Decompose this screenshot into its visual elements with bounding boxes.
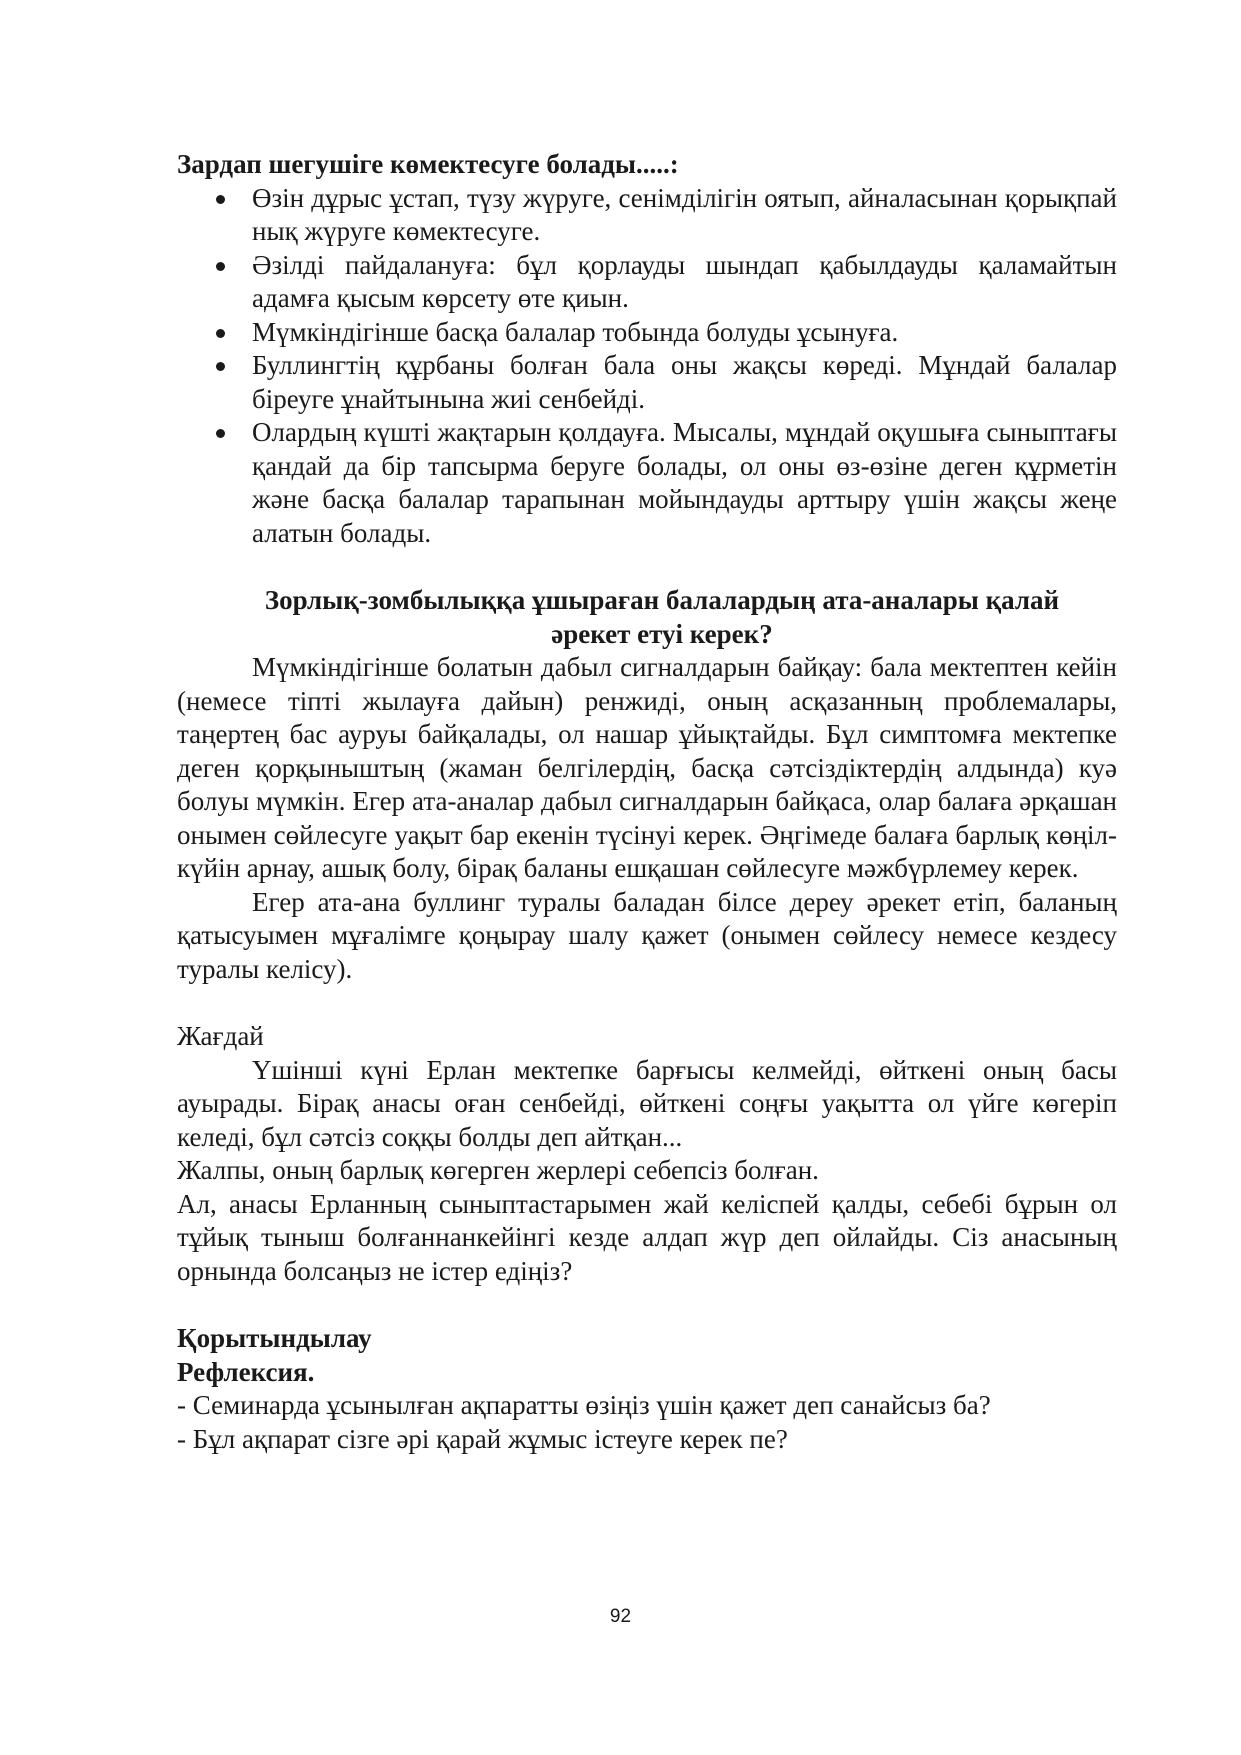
situation-paragraph-1: Үшінші күні Ерлан мектепке барғысы келмейді, өйткені оның басы ауырады. Бірақ анасы оған сенбейді, өйткені соңғы уақытта ол үйге көгеріп келеді, бұл сәтсіз соққы болды деп айтқан... — [177, 1054, 1117, 1152]
reflection-question-1: - Семинарда ұсынылған ақпаратты өзіңіз үшін қажет деп санайсыз ба? — [177, 1390, 991, 1420]
help-victim-heading: Зардап шегушіге көмектесуге болады.....: — [177, 149, 679, 179]
bullet-icon — [216, 362, 225, 371]
help-victim-list — [177, 182, 1117, 551]
situation-label: Жағдай — [177, 1021, 264, 1051]
list-item: Буллингтің құрбаны болған бала оны жақсы көреді. Мұндай балалар біреуге ұнайтынына жиі сенбейді. — [177, 349, 1117, 416]
parents-section-title-line1: Зорлық-зомбылыққа ұшыраған балалардың ата-аналары қалай — [264, 585, 1060, 615]
parents-paragraph-2: Егер ата-ана буллинг туралы баладан білсе дереу әрекет етіп, баланың қатысуымен мұғалімге қоңырау шалу қажет (онымен сөйлесу немесе кездесу туралы келісу). — [177, 886, 1117, 984]
list-item: Әзілді пайдалануға: бұл қорлауды шындап қабылдауды қаламайтын адамға қысым көрсету өте қиын. — [177, 249, 1117, 316]
bullet-icon — [216, 262, 225, 271]
situation-line-2: Жалпы, оның барлық көгерген жерлері себепсіз болған. — [177, 1155, 819, 1185]
situation-paragraph-3: Ал, анасы Ерланның сыныптастарымен жай келіспей қалды, себебі бұрын ол тұйық тыныш болғаннанкейінгі кезде алдап жүр деп ойлайды. Сіз анасының орнында болсаңыз не істер едіңіз? — [177, 1188, 1117, 1286]
parents-section-title-line2: әрекет етуі керек? — [551, 618, 773, 649]
page-number: 92 — [609, 1606, 632, 1627]
bullet-icon — [216, 429, 225, 438]
summary-heading: Қорытындылау — [177, 1323, 372, 1353]
reflection-heading: Рефлексия. — [177, 1356, 315, 1387]
reflection-question-2: - Бұл ақпарат сізге әрі қарай жұмыс істеуге керек пе? — [177, 1423, 788, 1454]
parents-paragraph-1: Мүмкіндігінше болатын дабыл сигналдарын байқау: бала мектептен кейін (немесе тіпті жылауға дайын) ренжиді, оның асқазанның проблемалары, таңертең бас ауруы байқалады, ол нашар ұйықтайды. Бұл симптомға мектепке деген қорқыныштың (жаман белгілердің, басқа сәтсіздіктердің алдында) куә болуы мүмкін. Егер ата-аналар дабыл сигналдарын байқаса, олар балаға әрқашан онымен сөйлесуге уақыт бар екенін түсінуі керек. Әңгімеде балаға барлық көңіл-күйін арнау, ашық болу, бірақ баланы ешқашан сөйлесуге мәжбүрлемеу керек. — [177, 652, 1117, 883]
page-content — [177, 148, 1117, 1456]
bullet-icon — [216, 195, 225, 204]
list-item: Олардың күшті жақтарын қолдауға. Мысалы, мұндай оқушыға сыныптағы қандай да бір тапсырма беруге болады, ол оны өз-өзіне деген құрметін және басқа балалар тарапынан мойындауды арттыру үшін жақсы жеңе алатын болады. — [177, 416, 1117, 550]
list-item: Мүмкіндігінше басқа балалар тобында болуды ұсынуға. — [177, 316, 1117, 350]
bullet-icon — [216, 329, 225, 338]
list-item: Өзін дұрыс ұстап, түзу жүруге, сенімділігін оятып, айналасынан қорықпай нық жүруге көмектесуге. — [177, 182, 1117, 249]
